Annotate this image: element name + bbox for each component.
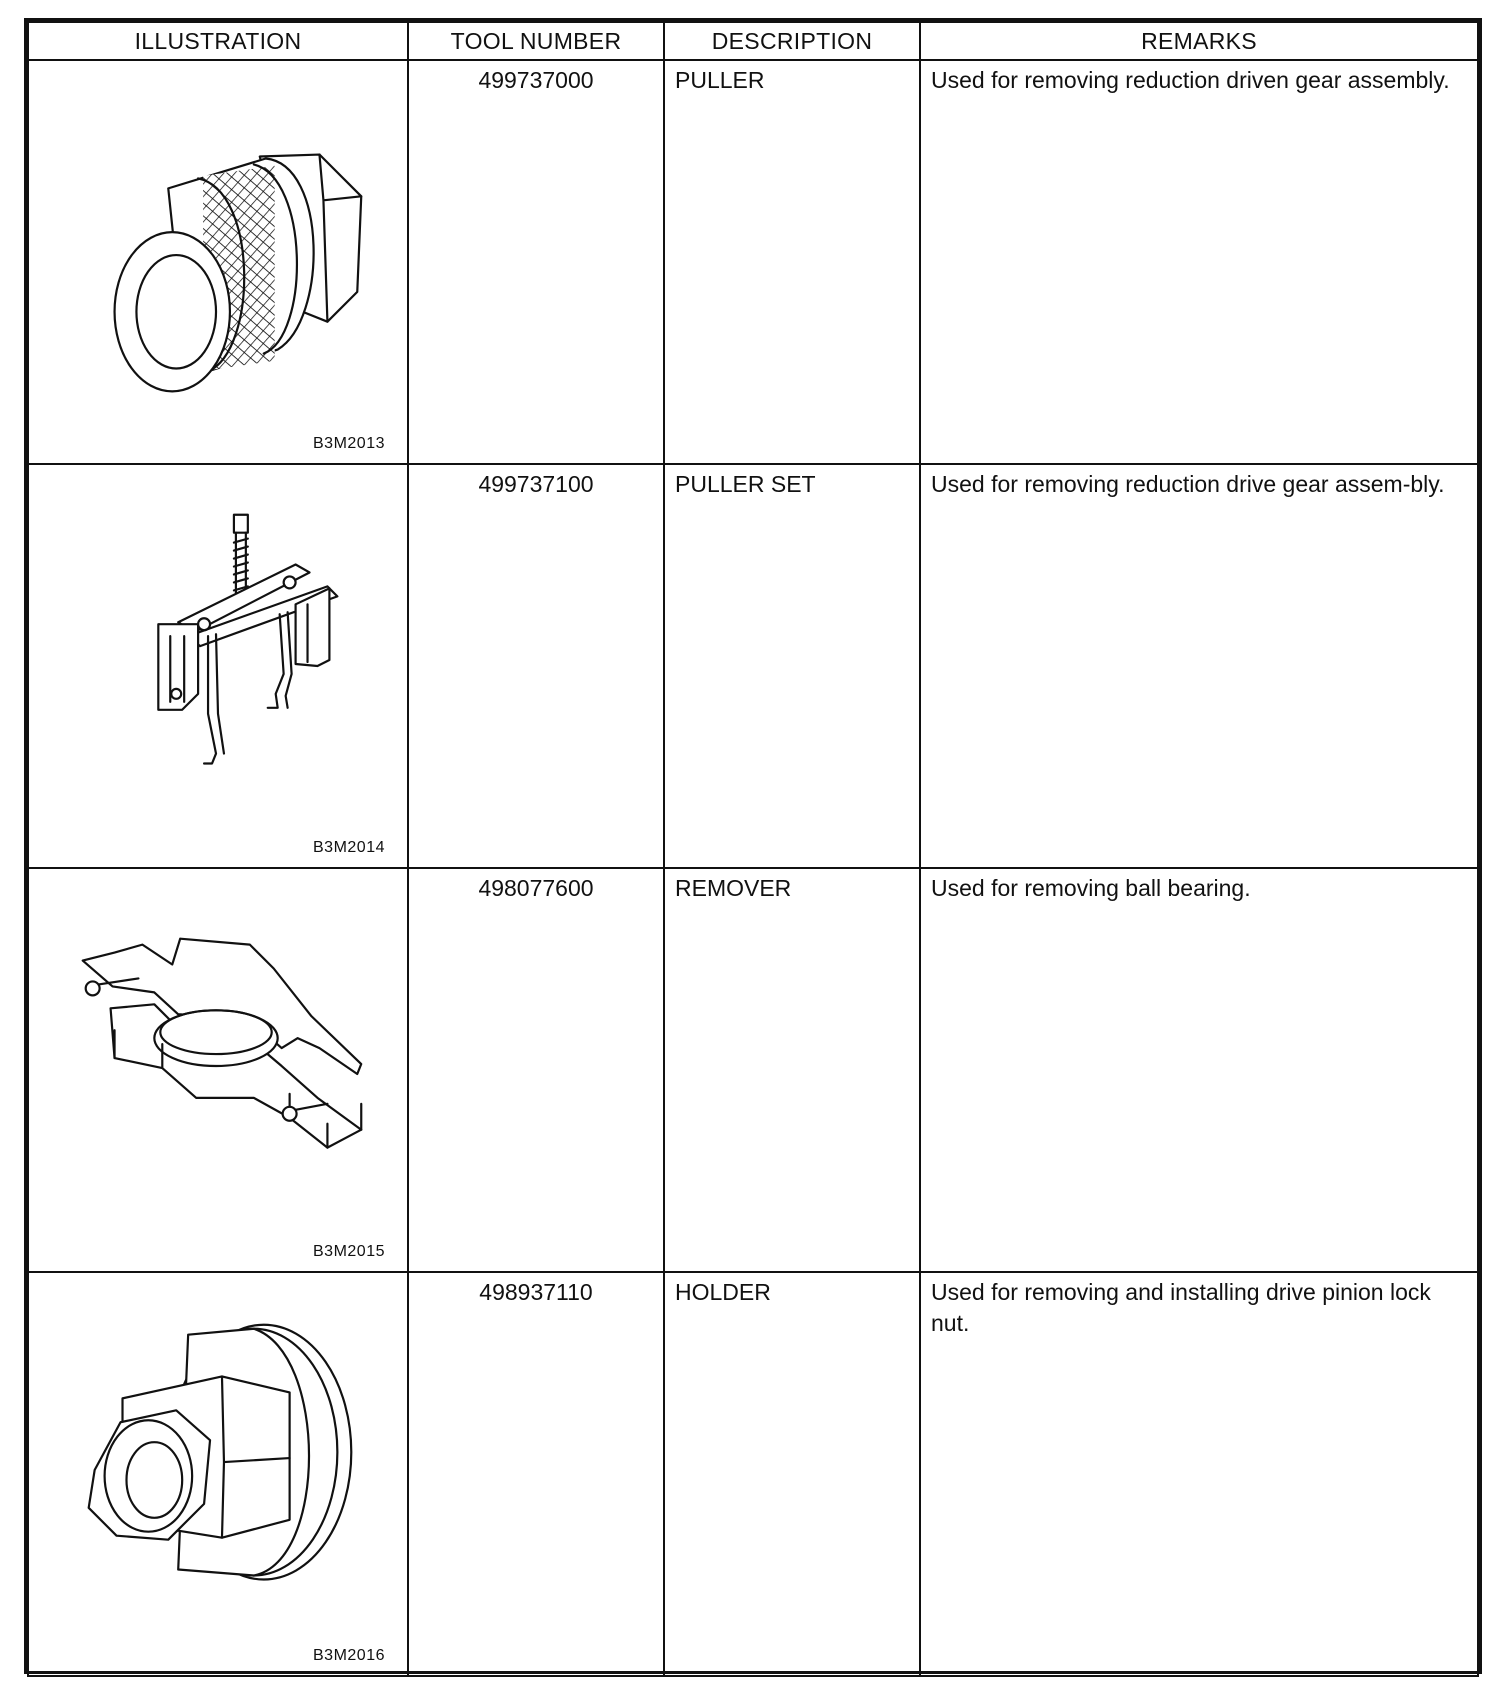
tool-number-cell: 499737000 [408,60,664,464]
description-cell: PULLER SET [664,464,920,868]
tool-number-cell: 499737100 [408,464,664,868]
tool-number-cell: 498937110 [408,1272,664,1676]
tool-number-cell: 498077600 [408,868,664,1272]
header-tool-number: TOOL NUMBER [408,22,664,60]
special-tools-table [27,21,1479,1677]
puller-set-icon [29,465,407,867]
illustration-cell [28,464,408,868]
header-description: DESCRIPTION [664,22,920,60]
description-cell: PULLER [664,60,920,464]
knurled-puller-icon [29,61,407,463]
table-row [28,60,1478,464]
illustration-code: B3M2014 [313,839,385,856]
illustration-cell [28,1272,408,1676]
table-row [28,868,1478,1272]
header-remarks: REMARKS [920,22,1478,60]
illustration-cell [28,868,408,1272]
header-illustration: ILLUSTRATION [28,22,408,60]
illustration-code: B3M2015 [313,1243,385,1260]
illustration-cell [28,60,408,464]
header-row [28,22,1478,60]
remarks-cell: Used for removing reduction driven gear assembly. [920,60,1478,464]
pinion-holder-icon [29,1273,407,1675]
remarks-cell: Used for removing ball bearing. [920,868,1478,1272]
remarks-cell: Used for removing and installing drive pinion lock nut. [920,1272,1478,1676]
illustration-code: B3M2013 [313,435,385,452]
description-cell: REMOVER [664,868,920,1272]
description-cell: HOLDER [664,1272,920,1676]
table-row [28,464,1478,868]
illustration-code: B3M2016 [313,1647,385,1664]
table-row [28,1272,1478,1676]
special-tools-table-sheet [24,18,1482,1674]
bearing-remover-icon [29,869,407,1271]
remarks-cell: Used for removing reduction drive gear assem-bly. [920,464,1478,868]
